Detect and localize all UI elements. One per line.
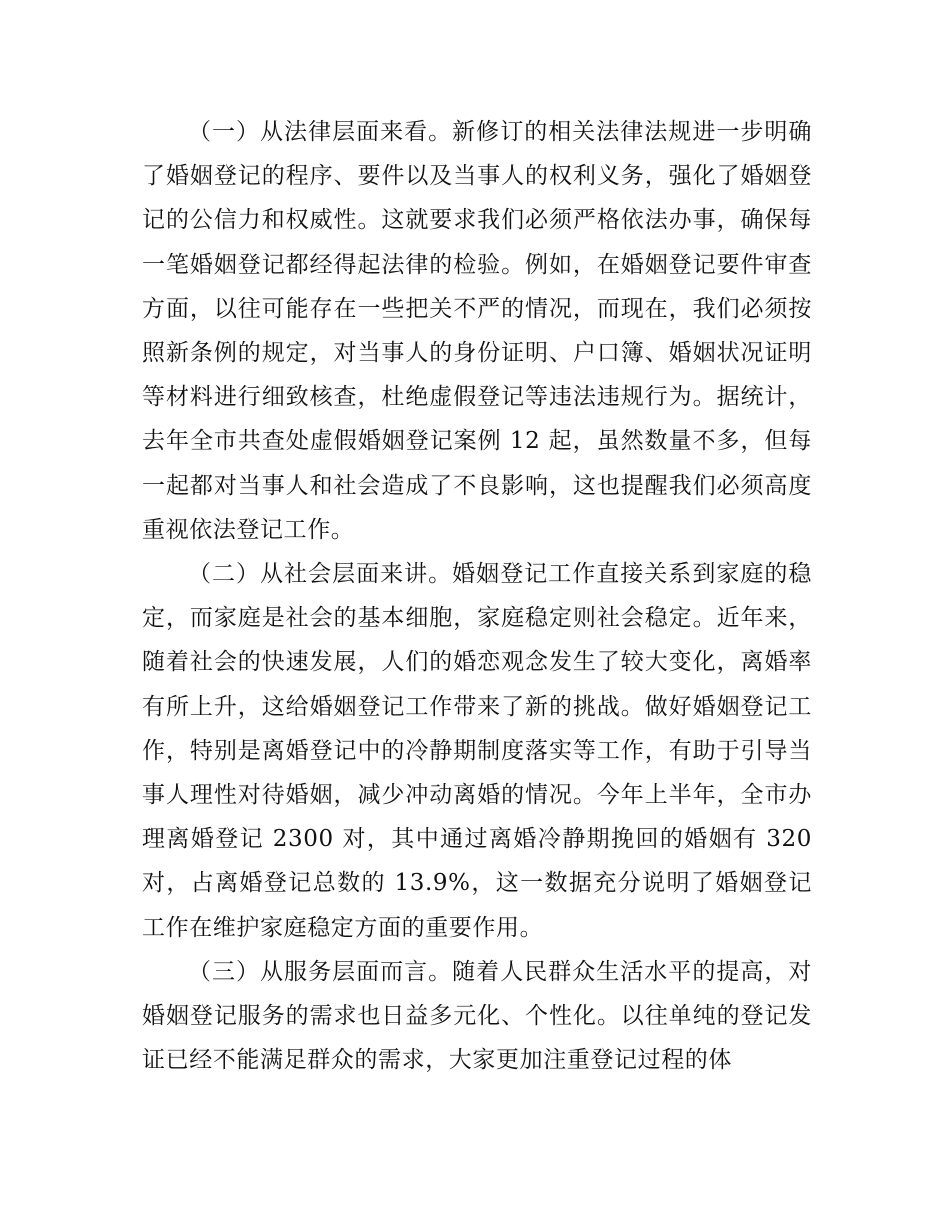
paragraph-legal-level: （一）从法律层面来看。新修订的相关法律法规进一步明确了婚姻登记的程序、要件以及当事人的权利义务，强化了婚姻登记的公信力和权威性。这就要求我们必须严格依法办事，确保每一笔婚姻登记都经得起法律的检验。例如，在婚姻登记要件审查方面，以往可能存在一些把关不严的情况，而现在，我们必须按照新条例的规定，对当事人的身份证明、户口簿、婚姻状况证明等材料进行细致核查，杜绝虚假登记等违法违规行为。据统计，去年全市共查处虚假婚姻登记案例 12 起，虽然数量不多，但每一起都对当事人和社会造成了不良影响，这也提醒我们必须高度重视依法登记工作。 xyxy=(142,119,812,543)
paragraph-service-level: （三）从服务层面而言。随着人民群众生活水平的提高，对婚姻登记服务的需求也日益多元化、个性化。以往单纯的登记发证已经不能满足群众的需求，大家更加注重登记过程的体 xyxy=(142,958,812,1074)
paragraph-social-level: （二）从社会层面来讲。婚姻登记工作直接关系到家庭的稳定，而家庭是社会的基本细胞，家庭稳定则社会稳定。近年来，随着社会的快速发展，人们的婚恋观念发生了较大变化，离婚率有所上升，这给婚姻登记工作带来了新的挑战。做好婚姻登记工作，特别是离婚登记中的冷静期制度落实等工作，有助于引导当事人理性对待婚姻，减少冲动离婚的情况。今年上半年，全市办理离婚登记 2300 对，其中通过离婚冷静期挽回的婚姻有 320 对，占离婚登记总数的 13.9%，这一数据充分说明了婚姻登记工作在维护家庭稳定方面的重要作用。 xyxy=(142,561,812,941)
document-body xyxy=(142,110,812,1082)
